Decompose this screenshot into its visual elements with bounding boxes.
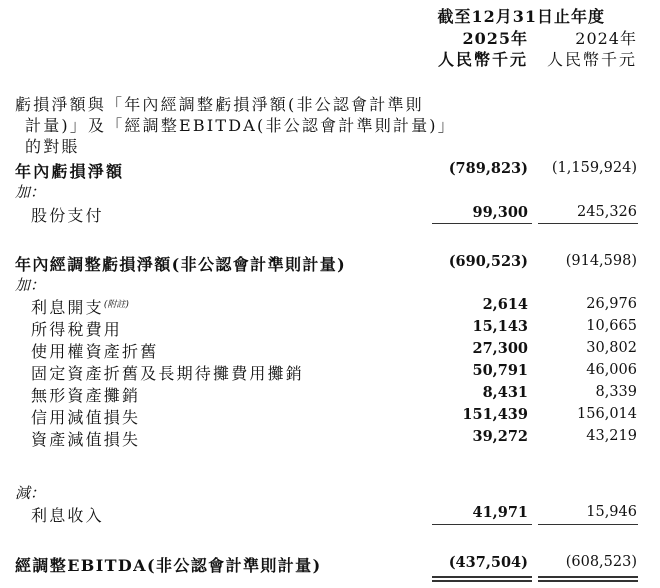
item-2024-credit-impairment: 156,014 <box>577 406 637 422</box>
less-label: 減： <box>15 484 46 502</box>
subtotal-rule-2025 <box>432 223 532 224</box>
item-2024-interest-expense: 26,976 <box>586 296 637 312</box>
item-label-income-tax: 所得稅費用 <box>31 320 123 339</box>
item-label-rou-depreciation: 使用權資產折舊 <box>31 342 159 361</box>
net-loss-2024: (1,159,924) <box>551 160 637 176</box>
adj-ebitda-2024: (608,523) <box>565 554 637 570</box>
intro-line-1: 虧損淨額與「年內經調整虧損淨額(非公認會計準則 <box>15 95 424 114</box>
item-label-interest-expense: 利息開支$^{(附註)}$ <box>31 298 129 317</box>
interest-income-2024: 15,946 <box>586 504 637 520</box>
add-label-1: 加： <box>15 183 46 201</box>
item-2024-fixed-asset-depreciation: 46,006 <box>586 362 637 378</box>
double-rule-2025-bottom <box>432 580 532 582</box>
item-2025-asset-impairment: 39,272 <box>472 428 528 445</box>
item-2025-rou-depreciation: 27,300 <box>472 340 528 357</box>
item-2025-intangible-amortization: 8,431 <box>482 384 528 401</box>
item-label-intangible-amortization: 無形資產攤銷 <box>31 386 141 405</box>
unit-2025-header: 人民幣千元 <box>437 50 528 69</box>
item-2025-interest-expense: 2,614 <box>482 296 528 313</box>
adj-ebitda-label: 經調整EBITDA(非公認會計準則計量) <box>15 556 322 575</box>
item-label-credit-impairment: 信用減值損失 <box>31 408 141 427</box>
intro-line-2: 計量)」及「經調整EBITDA(非公認會計準則計量)」 <box>25 116 456 135</box>
subtotal-rule-2024 <box>538 223 638 224</box>
total-rule-2025 <box>432 524 532 525</box>
unit-2024-header: 人民幣千元 <box>546 50 637 69</box>
period-header: 截至12月31日止年度 <box>437 7 605 26</box>
interest-income-label: 利息收入 <box>31 506 104 525</box>
net-loss-2025: (789,823) <box>448 160 528 177</box>
item-2024-intangible-amortization: 8,339 <box>595 384 637 400</box>
double-rule-2024-top <box>538 576 638 578</box>
adj-net-loss-label: 年內經調整虧損淨額(非公認會計準則計量) <box>15 255 347 274</box>
item-2025-fixed-asset-depreciation: 50,791 <box>472 362 528 379</box>
share-payment-2025: 99,300 <box>472 204 528 221</box>
year-2024-header: 2024年 <box>575 29 637 48</box>
double-rule-2025-top <box>432 576 532 578</box>
item-2024-asset-impairment: 43,219 <box>586 428 637 444</box>
adj-net-loss-2025: (690,523) <box>448 253 528 270</box>
net-loss-label: 年內虧損淨額 <box>15 162 125 181</box>
share-payment-2024: 245,326 <box>577 204 637 220</box>
total-rule-2024 <box>538 524 638 525</box>
double-rule-2024-bottom <box>538 580 638 582</box>
adj-ebitda-2025: (437,504) <box>448 554 528 571</box>
intro-line-3: 的對賬 <box>25 137 80 156</box>
item-2024-rou-depreciation: 30,802 <box>586 340 637 356</box>
item-label-fixed-asset-depreciation: 固定資產折舊及長期待攤費用攤銷 <box>31 364 305 383</box>
item-2025-credit-impairment: 151,439 <box>462 406 528 423</box>
add-label-2: 加： <box>15 276 46 294</box>
share-payment-label: 股份支付 <box>31 206 104 225</box>
item-2024-income-tax: 10,665 <box>586 318 637 334</box>
adj-net-loss-2024: (914,598) <box>565 253 637 269</box>
interest-income-2025: 41,971 <box>472 504 528 521</box>
item-label-asset-impairment: 資產減值損失 <box>31 430 141 449</box>
year-2025-header: 2025年 <box>462 29 528 48</box>
note-marker: (附註) <box>103 300 129 310</box>
item-2025-income-tax: 15,143 <box>472 318 528 335</box>
